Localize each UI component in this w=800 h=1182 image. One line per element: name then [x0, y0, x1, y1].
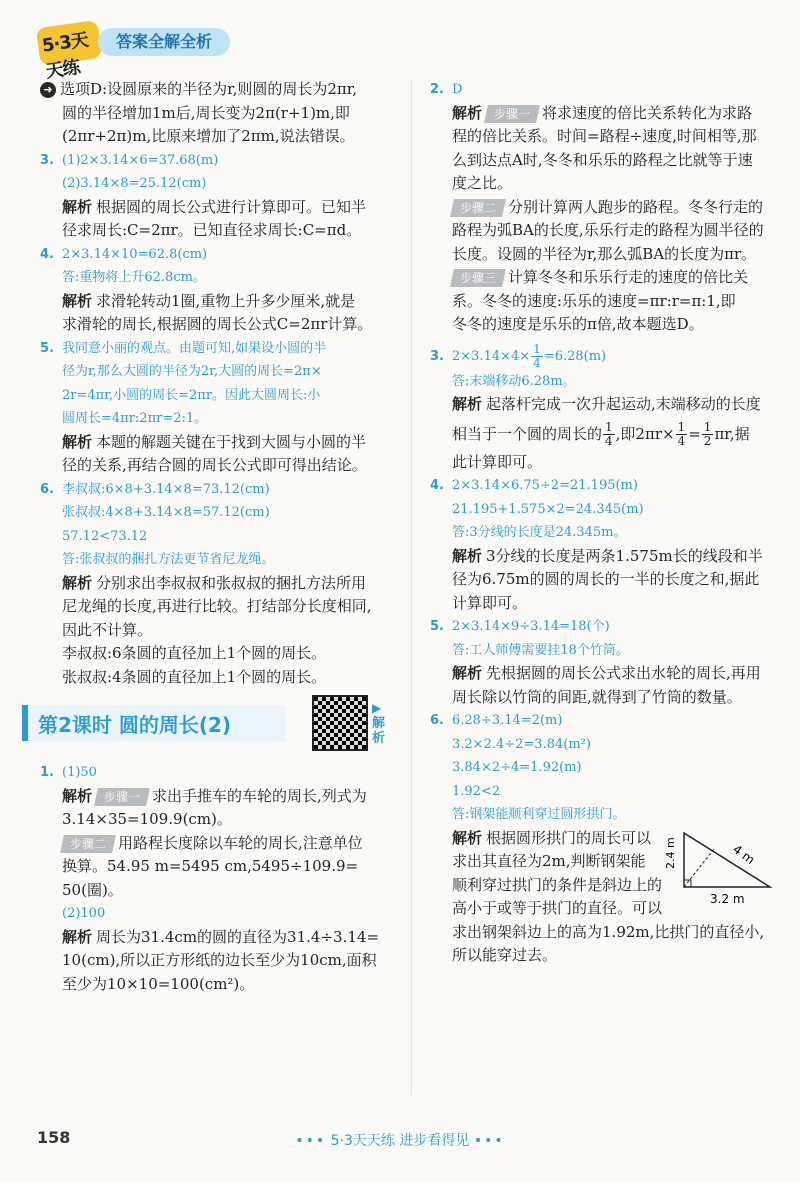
q4-answer: 4. 2×3.14×6.75÷2=21.195(m): [430, 478, 638, 493]
page-number: 158: [37, 1128, 71, 1147]
l1-answer: 1. (1)50: [40, 765, 97, 780]
explanation: 解析 步骤一 求出手推车的车轮的周长,列式为: [62, 786, 367, 805]
q3-answer: 3. 2×3.14×4× $\frac{1}{4}$ =6.28(m): [430, 341, 607, 370]
lesson-header: [22, 693, 400, 753]
q4-answer: 4. 2×3.14×10=62.8(cm): [40, 246, 208, 262]
qr-label: ▶ 解析: [372, 701, 390, 746]
explanation: 解析 步骤一 将求速度的倍比关系转化为求路: [452, 103, 753, 122]
explanation: 解析 根据圆形拱门的周长可以: [452, 828, 652, 847]
explanation: 解析 3分线的长度是两条1.575m长的线段和半: [452, 546, 763, 565]
explanation: 解析 起落杆完成一次升起运动,末端移动的长度: [452, 395, 761, 413]
q6-answer: 6. 李叔叔:6×8+3.14×8=73.12(cm): [40, 481, 270, 497]
fig-label-a: 2.4 m: [664, 836, 677, 869]
explanation: 解析 本题的解题关键在于找到大圆与小圆的半: [62, 432, 367, 451]
explanation: 解析 分别求出李叔叔和张叔叔的捆扎方法所用: [62, 573, 367, 592]
step-badge: 步骤二: [60, 835, 116, 853]
q6-answer: 6. 6.28÷3.14=2(m): [430, 713, 563, 728]
step-badge: 步骤二: [450, 199, 506, 217]
explanation: 解析 根据圆的周长公式进行计算即可。已知半: [62, 197, 367, 216]
play-icon: ▶: [372, 700, 382, 715]
qr-code-icon[interactable]: [312, 695, 368, 751]
triangle-figure: [662, 825, 776, 911]
explanation: 解析 求滑轮转动1圈,重物上升多少厘米,就是: [62, 291, 356, 310]
column-divider: [411, 80, 412, 1095]
step-badge: 步骤一: [94, 788, 150, 806]
brand-logo: 5·3天天练: [36, 20, 103, 66]
q2-answer: 2. D: [430, 82, 463, 97]
explanation: 解析 先根据圆的周长公式求出水轮的周长,再用: [452, 664, 761, 682]
step-badge: 步骤一: [484, 105, 540, 123]
right-column: 2. D 解析 步骤一 将求速度的倍比关系转化为求路 程的倍比关系。时间=路程÷速度,时间相等,那 么到达点A时,冬冬和乐乐的路程之比就等于速 度之比。 步骤二 分别计算两人跑步的路程。冬冬行走的 路程为弧BA的长度,乐乐行走的路程为圆半径的 长度。设圆的半径为r,那么弧BA的长度为πr。 步骤三 计算冬冬和乐乐行走的速度的倍比关 系。冬冬的速度:乐乐的速度=πr:r=π:1,即 冬冬的速度是乐乐的π倍,故本题选D。 3. 2×3.14×4× $\frac{1}{4}$ =6.28(m) 答:末端移动6.28m。 解析 起落杆完成一次升起运动,末端移动的长度 相当于一个圆的周长的 $\frac{1}{4}$ ,即2πr× $\frac{1}{4}$ = $\frac{1}{2}$ πr,据 此计算即可。 4. 2×3.14×6.75÷2=21.195(m) 21.195+1.575×2=24.345(m) 答:3分线的长度是24.345m。 解析 3分线的长度是两条1.575m长的线段和半 径为6.75m的圆的周长的一半的长度之和,据此 计算即可。 5. 2×3.14×9÷3.14=18(个) 答:工人师傅需要挂18个竹筒。 解析 先根据圆的周长公式求出水轮的周长,再用 周长除以竹筒的间距,就得到了竹筒的数量。 6. 6.28÷3.14=2(m) 3.2×2.4÷2=3.84(m²) 3.84×2÷4=1.92(m) 1.92<2 答:钢架能顺利穿过圆形拱门。 2.4 m 3.2 m 4 m 解析 根据圆形拱门的周长可以 求出其直径为2m,判断钢架能 顺利穿过拱门的条件是斜边上的 高小于或等于拱门的直径。可以 求出钢架斜边上的高为1.92m,比拱门的直径小, 所以能穿过去。: [430, 78, 776, 968]
explanation: 解析 周长为31.4cm的圆的直径为31.4÷3.14=: [62, 927, 379, 946]
arrow-right-icon: ➜: [40, 82, 56, 98]
section-banner: 答案全解全析: [98, 28, 230, 56]
fig-label-c: 4 m: [730, 841, 758, 867]
q5-answer: 5. 2×3.14×9÷3.14=18(个): [430, 619, 610, 634]
lesson-title: 第2课时 圆的周长(2): [22, 705, 286, 741]
fig-label-b: 3.2 m: [710, 891, 745, 906]
q5-answer: 5. 我同意小丽的观点。由题可知,如果设小圆的半: [40, 340, 327, 356]
step-badge: 步骤三: [450, 269, 506, 287]
left-column: ➜ 选项D:设圆原来的半径为r,则圆的周长为2πr, 圆的半径增加1m后,周长变为2π(r+1)m,即 (2πr+2π)m,比原来增加了2πm,说法错误。 3. (1)2×3.14×6=37.68(m) (2)3.14×8=25.12(cm) 解析 根据圆的周长公式进行计算即可。已知半 径求周长:C=2πr。已知直径求周长:C=πd。 4. 2×3.14×10=62.8(cm) 答:重物将上升62.8cm。 解析 求滑轮转动1圈,重物上升多少厘米,就是 求滑轮的周长,根据圆的周长公式C=2πr计算。 5. 我同意小丽的观点。由题可知,如果设小圆的半 径为r,那么大圆的半径为2r,大圆的周长=2π× 2r=4πr,小圆的周长=2πr。因此大圆周长:小 圆周长=4πr:2πr=2:1。 解析 本题的解题关键在于找到大圆与小圆的半 径的关系,再结合圆的周长公式即可得出结论。 6. 李叔叔:6×8+3.14×8=73.12(cm) 张叔叔:4×8+3.14×8=57.12(cm) 57.12<73.12 答:张叔叔的捆扎方法更节省尼龙绳。 解析 分别求出李叔叔和张叔叔的捆扎方法所用 尼龙绳的长度,再进行比较。打结部分长度相同, 因此不计算。 李叔叔:6条圆的直径加上1个圆的周长。 张叔叔:4条圆的直径加上1个圆的周长。 第2课时 圆的周长(2) ▶ 解析 1. (1)50 解析 步骤一 求出手推车的车轮的周长,列式为 3.14×35=109.9(cm)。 步骤二 用路程长度除以车轮的周长,注意单位 换算。54.95 m=5495 cm,5495÷109.9= 50(圈)。 (2)100 解析 周长为31.4cm的圆的直径为31.4÷3.14= 10(cm),所以正方形纸的边长至少为10cm,面积 至少为10×10=100(cm²)。: [40, 78, 400, 996]
q3-answer: 3. (1)2×3.14×6=37.68(m): [40, 152, 219, 168]
footer: ••• 5·3天天练 进步看得见 •••: [295, 1133, 505, 1149]
